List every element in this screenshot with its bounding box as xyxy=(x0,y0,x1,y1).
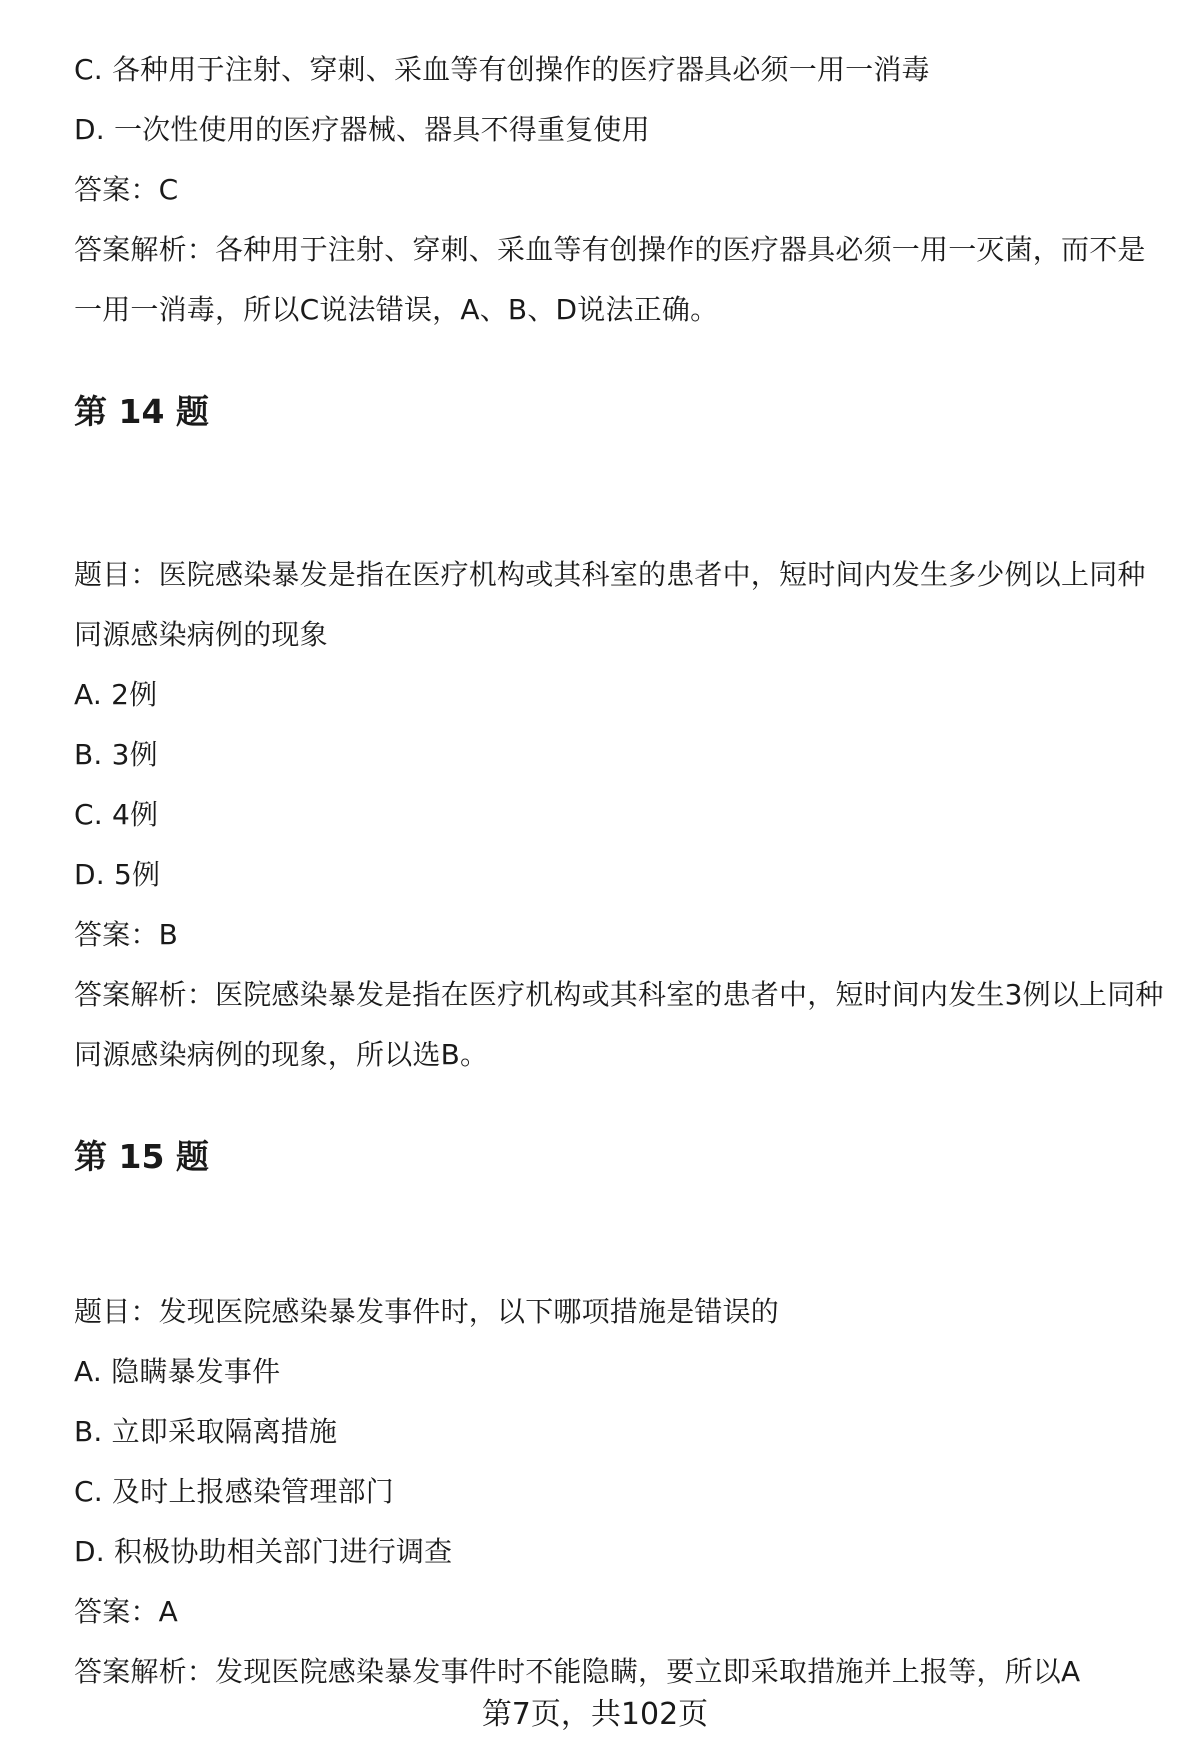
q15-option-d: D. 积极协助相关部门进行调查 xyxy=(74,1535,453,1568)
q14-option-c: C. 4例 xyxy=(74,798,159,831)
q13-analysis: 答案解析：各种用于注射、穿刺、采血等有创操作的医疗器具必须一用一灭菌，而不是一用一消毒，所以C说法错误，A、B、D说法正确。 xyxy=(74,233,1146,326)
q13-option-d: D. 一次性使用的医疗器械、器具不得重复使用 xyxy=(74,113,650,146)
q14-heading: 第 14 题 xyxy=(74,392,209,431)
q14-option-d: D. 5例 xyxy=(74,858,161,891)
q14-answer: 答案：B xyxy=(74,918,179,951)
q15-question: 题目：发现医院感染暴发事件时，以下哪项措施是错误的 xyxy=(74,1295,780,1328)
q13-option-c: C. 各种用于注射、穿刺、采血等有创操作的医疗器具必须一用一消毒 xyxy=(74,53,930,86)
q14-analysis: 答案解析：医院感染暴发是指在医疗机构或其科室的患者中，短时间内发生3例以上同种同源感染病例的现象，所以选B。 xyxy=(74,978,1164,1071)
q15-option-b: B. 立即采取隔离措施 xyxy=(74,1415,338,1448)
q15-option-a: A. 隐瞒暴发事件 xyxy=(74,1355,281,1388)
q15-analysis: 答案解析：发现医院感染暴发事件时不能隐瞒，要立即采取措施并上报等，所以A xyxy=(74,1655,1081,1688)
q15-heading: 第 15 题 xyxy=(74,1137,209,1176)
q14-option-a: A. 2例 xyxy=(74,678,158,711)
q14-option-b: B. 3例 xyxy=(74,738,158,771)
q15-option-c: C. 及时上报感染管理部门 xyxy=(74,1475,394,1508)
q13-answer: 答案：C xyxy=(74,173,179,206)
page-number-footer: 第7页，共102页 xyxy=(481,1697,709,1732)
q15-answer: 答案：A xyxy=(74,1595,178,1628)
q14-question: 题目：医院感染暴发是指在医疗机构或其科室的患者中，短时间内发生多少例以上同种同源感染病例的现象 xyxy=(74,558,1146,651)
